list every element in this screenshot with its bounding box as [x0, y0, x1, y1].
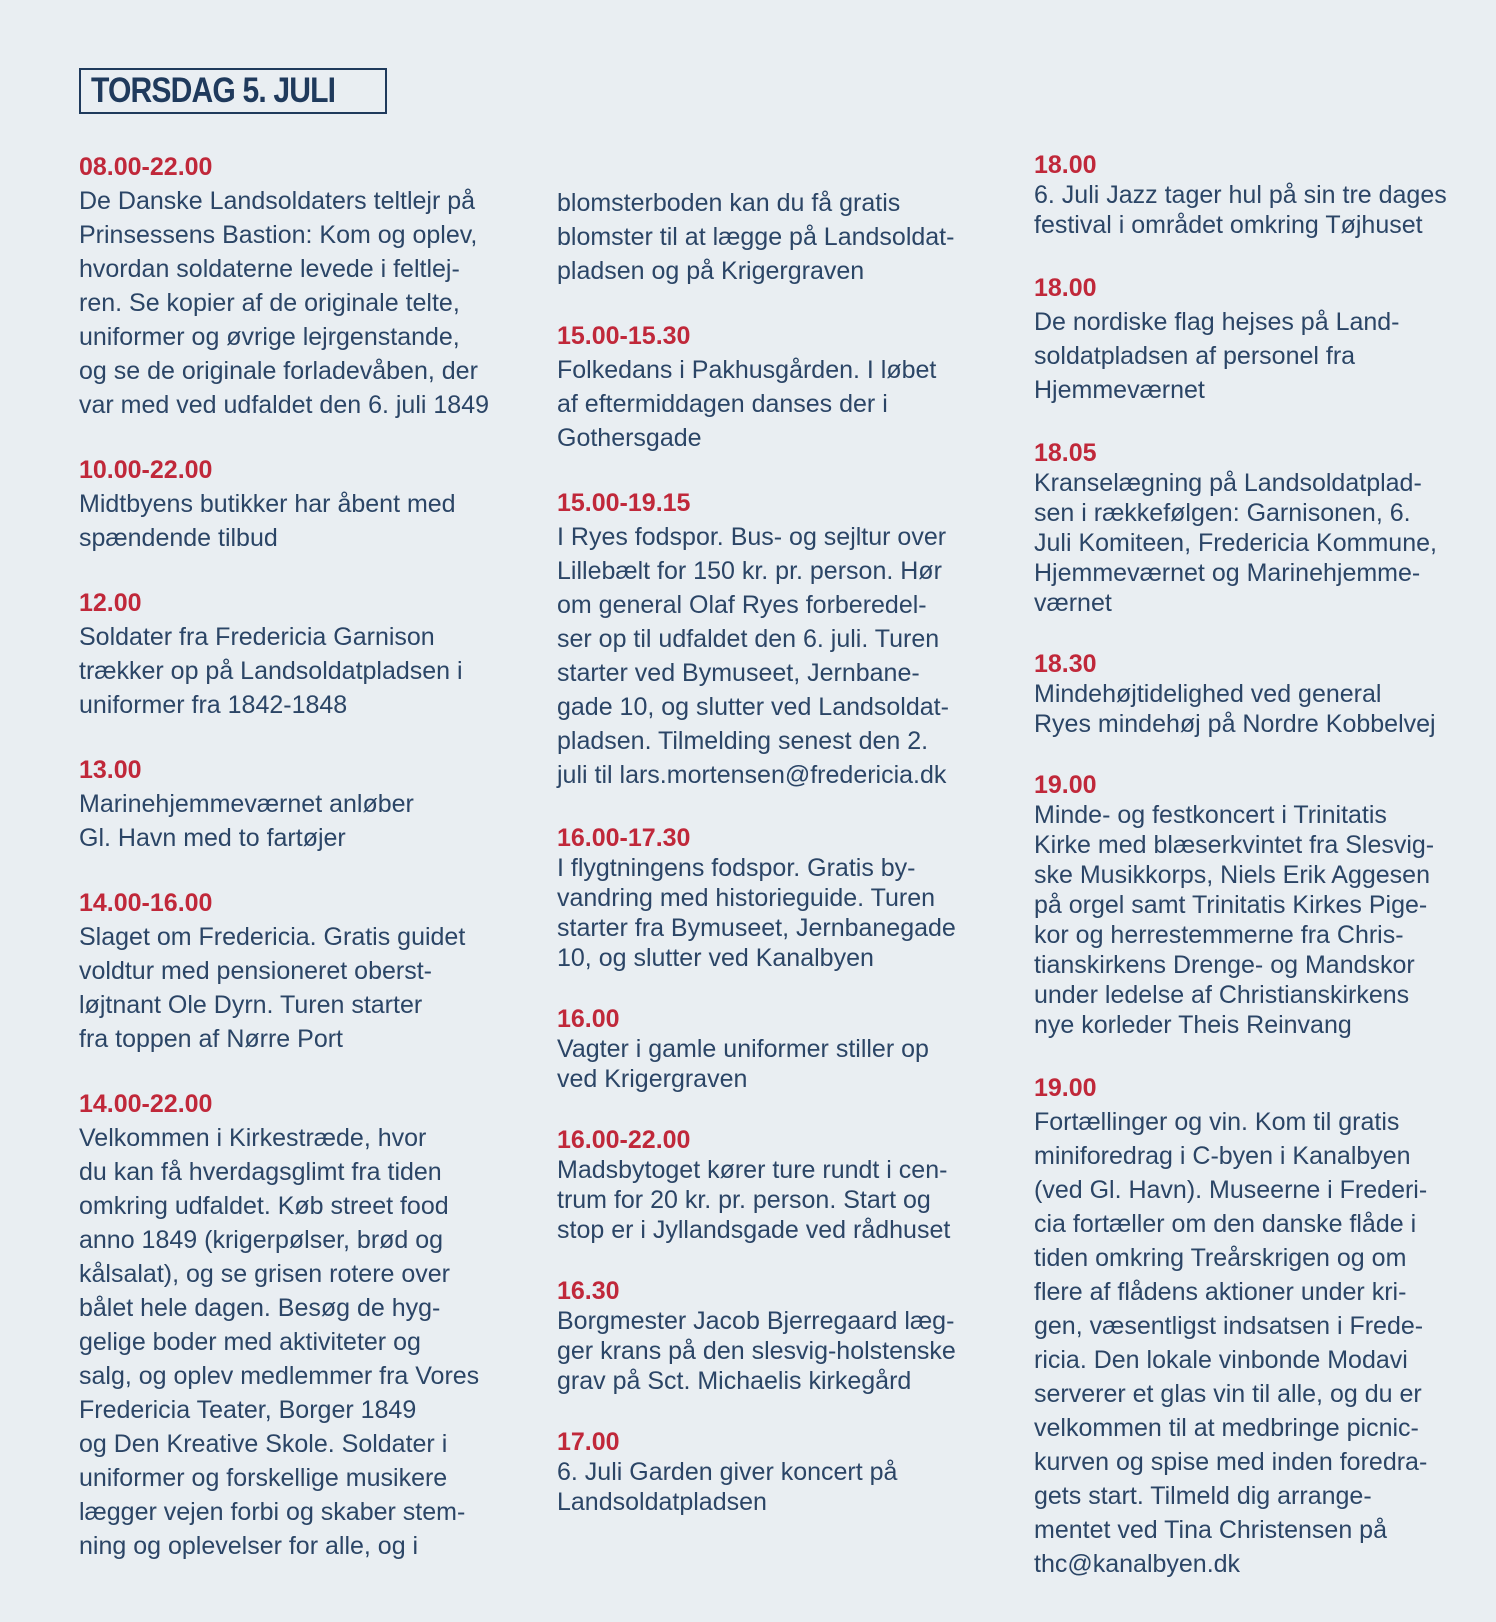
event-time: 18.00 — [1034, 274, 1097, 302]
event-description: Fortællinger og vin. Kom til gratis miniforedrag i C-byen i Kanalbyen (ved Gl. Havn). Museerne i Frederi- cia fortæller om den danske flåde i tiden omkring Treårskrigen og om flere af flådens aktioner under kri- gen, væsentligst indsatsen i Frede- ricia. Den lokale vinbonde Modavi serverer et glas vin til alle, og du er velkommen til at medbringe picnic- kurven og spise med inden foredra- gets start. Tilmeld dig arrange- mentet ved Tina Christensen på thc@kanalbyen.dk — [1034, 1108, 1428, 1578]
schedule-column-1 — [79, 150, 519, 1594]
day-heading-box — [79, 68, 387, 114]
event-item — [1034, 1071, 1479, 1581]
event-description: Minde- og festkoncert i Trinitatis Kirke med blæserkvintet fra Slesvig- ske Musikkorps, Niels Erik Aggesen på orgel samt Trinitatis Kirkes Pige- kor og herrestemmerne fra Chris- tianskirkens Drenge- og Mandskor under ledelse af Christianskirkens nye korleder Theis Reinvang — [1034, 801, 1435, 1039]
event-time: 18.30 — [1034, 650, 1097, 678]
event-item — [79, 586, 519, 722]
event-time: 16.00-17.30 — [557, 824, 691, 852]
event-item — [1034, 438, 1479, 618]
event-time: 16.00-22.00 — [557, 1126, 691, 1154]
event-description: Kranselægning på Landsoldatplad- sen i rækkefølgen: Garnisonen, 6. Juli Komiteen, Fredericia Kommune, Hjemmeværnet og Marinehjemme- værnet — [1034, 469, 1437, 617]
event-item — [79, 150, 519, 422]
event-description: Borgmester Jacob Bjerregaard læg- ger krans på den slesvig-holstenske grav på Sct. Michaelis kirkegård — [557, 1307, 956, 1395]
event-time: 08.00-22.00 — [79, 153, 213, 181]
event-item — [557, 1004, 1002, 1094]
event-time: 15.00-19.15 — [557, 489, 691, 517]
event-time: 18.05 — [1034, 439, 1097, 467]
event-item — [557, 319, 1002, 455]
event-description: Velkommen i Kirkestræde, hvor du kan få hverdagsglimt fra tiden omkring udfaldet. Køb street food anno 1849 (krigerpølser, brød og kålsalat), og se grisen rotere over bålet hele dagen. Besøg de hyg- gelige boder med aktiviteter og salg, og oplev medlemmer fra Vores Fredericia Teater, Borger 1849 og Den Kreative Skole. Soldater i uniformer og forskellige musikere lægger vejen forbi og skaber stem- ning og oplevelser for alle, og i — [79, 1124, 480, 1560]
event-item — [79, 1087, 519, 1563]
schedule-column-3 — [1034, 150, 1479, 1612]
event-time: 16.30 — [557, 1277, 620, 1305]
event-description: Madsbytoget kører ture rundt i cen- trum for 20 kr. pr. person. Start og stop er i Jyllandsgade ved rådhuset — [557, 1156, 951, 1244]
event-item — [79, 453, 519, 555]
event-item — [1034, 770, 1479, 1040]
event-description: Soldater fra Fredericia Garnison trækker op på Landsoldatpladsen i uniformer fra 1842-1848 — [79, 623, 463, 719]
day-heading: TORSDAG 5. JULI — [91, 71, 336, 110]
event-item — [557, 1276, 1002, 1396]
event-description: I Ryes fodspor. Bus- og sejltur over Lillebælt for 150 kr. pr. person. Hør om general Olaf Ryes forberedel- ser op til udfaldet den 6. juli. Turen starter ved Bymuseet, Jernbane- gade 10, og slutter ved Landsoldat- pladsen. Tilmelding senest den 2. juli til lars.mortensen@fredericia.dk — [557, 523, 949, 789]
event-description: 6. Juli Garden giver koncert på Landsoldatpladsen — [557, 1458, 898, 1516]
event-time: 19.00 — [1034, 1074, 1097, 1102]
event-time: 19.00 — [1034, 771, 1097, 799]
event-time: 14.00-16.00 — [79, 889, 213, 917]
event-description: I flygtningens fodspor. Gratis by- vandring med historieguide. Turen starter fra Bymuseet, Jernbanegade 10, og slutter ved Kanalbyen — [557, 854, 956, 972]
event-description: 6. Juli Jazz tager hul på sin tre dages festival i området omkring Tøjhuset — [1034, 181, 1447, 239]
event-description: Mindehøjtidelighed ved general Ryes mindehøj på Nordre Kobbelvej — [1034, 680, 1436, 738]
event-description: De Danske Landsoldaters teltlejr på Prinsessens Bastion: Kom og oplev, hvordan soldaterne levede i feltlej- ren. Se kopier af de originale telte, uniformer og øvrige lejrgenstande, og se de originale forladevåben, der var med ved udfaldet den 6. juli 1849 — [79, 187, 489, 419]
event-item — [79, 753, 519, 855]
event-description: De nordiske flag hejses på Land- soldatpladsen af personel fra Hjemmeværnet — [1034, 308, 1400, 404]
event-item — [557, 486, 1002, 792]
event-time: 12.00 — [79, 589, 142, 617]
event-time: 17.00 — [557, 1428, 620, 1456]
event-item — [79, 886, 519, 1056]
schedule-column-2 — [557, 150, 1002, 1548]
event-time: 15.00-15.30 — [557, 322, 691, 350]
event-item — [557, 1125, 1002, 1245]
event-item — [557, 823, 1002, 973]
event-time: 18.00 — [1034, 151, 1097, 179]
event-time: 14.00-22.00 — [79, 1090, 213, 1118]
event-description: Slaget om Fredericia. Gratis guidet voldtur med pensioneret oberst- løjtnant Ole Dyrn. Turen starter fra toppen af Nørre Port — [79, 923, 466, 1053]
event-description-continued: blomsterboden kan du få gratis blomster til at lægge på Landsoldat- pladsen og på Krigergraven — [557, 189, 955, 285]
event-item — [1034, 271, 1479, 407]
event-time: 10.00-22.00 — [79, 456, 213, 484]
event-description: Folkedans i Pakhusgården. I løbet af eftermiddagen danses der i Gothersgade — [557, 356, 937, 452]
event-description: Midtbyens butikker har åbent med spændende tilbud — [79, 490, 456, 552]
event-item — [557, 1427, 1002, 1517]
event-time: 16.00 — [557, 1005, 620, 1033]
event-continuation — [557, 186, 1002, 288]
event-description: Vagter i gamle uniformer stiller op ved Krigergraven — [557, 1035, 929, 1093]
event-item — [1034, 150, 1479, 240]
event-description: Marinehjemmeværnet anløber Gl. Havn med to fartøjer — [79, 790, 414, 852]
event-time: 13.00 — [79, 756, 142, 784]
event-item — [1034, 649, 1479, 739]
